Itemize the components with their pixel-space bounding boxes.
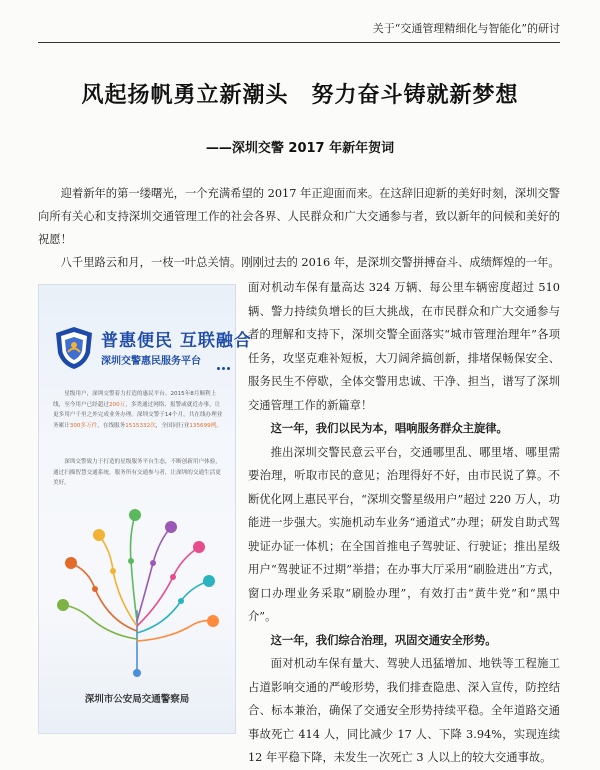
poster-platform-name: 深圳交警惠民服务平台 bbox=[101, 356, 201, 367]
column-text bbox=[248, 276, 560, 770]
running-header: 关于“交通管理精细化与智能化”的研讨 bbox=[372, 22, 560, 35]
service-platform-poster bbox=[38, 284, 252, 734]
network-tree-graphic bbox=[49, 501, 225, 681]
article-subtitle: ——深圳交警 2017 年新年贺词 bbox=[205, 141, 395, 156]
poster-intro-2: 深圳交警致力于打造的星级服务平台生态，不断创新用户体验，通过扫描智慧交通系统，服务所有交通参与者，让深圳的交通生活更美好。 bbox=[53, 459, 221, 487]
paragraph: 八千里路云和月，一枝一叶总关情。刚刚过去的 2016 年，是深圳交警拼搏奋斗、成绩辉煌的一年。 bbox=[60, 256, 560, 269]
highlight-figure: 1515332次 bbox=[125, 422, 156, 429]
paragraph: 面对机动车保有量大、驾驶人迅猛增加、地铁等工程施工占道影响交通的严峻形势，我们排查隐患、深入宣传，防控结合、标本兼治，确保了交通安全形势持续平稳。全年道路交通事故死亡 414 人，同比减少 17 人、下降 3.94%，实现连续 12 年平稳下降，未发生一次死亡 3 人以上的较大交通事故。 bbox=[248, 657, 560, 764]
article-title: 风起扬帆勇立新潮头 努力奋斗铸就新梦想 bbox=[81, 82, 519, 108]
section-heading: 这一年，我们以民为本，唱响服务群众主旋律。 bbox=[270, 421, 508, 435]
poster-footer: 深圳市公安局交通警察局 bbox=[84, 694, 190, 705]
highlight-figure: 200万 bbox=[108, 401, 126, 408]
section-heading: 这一年，我们综合治理，巩固交通安全形势。 bbox=[270, 632, 497, 647]
paragraph: 迎着新年的第一缕曙光，一个充满希望的 2017 年正迎面而来。在这辞旧迎新的美好时刻，深圳交警向所有关心和支持深圳交通管理工作的社会各界、人民群众和广大交通参与者，致以新年的问候和美好的祝愿！ bbox=[38, 187, 560, 246]
highlight-figure: 300多万件 bbox=[69, 422, 98, 429]
paragraph: 面对机动车保有量高达 324 万辆、每公里车辆密度超过 510 辆、警力持续负增长的巨大挑战，在市民群众和广大交通参与者的理解和支持下，深圳交警全面落实“城市管理治理年”各项任务，攻坚克难补短板，大刀阔斧搞创新，排堵保畅保安全、服务民生不停歇，全体交警用忠诚、干净、担当，谱写了深圳交通管理工作的新篇章！ bbox=[248, 281, 560, 412]
intro-text bbox=[38, 182, 560, 274]
header-rule bbox=[38, 42, 560, 43]
highlight-figure: 135699例 bbox=[189, 422, 217, 429]
poster-slogan: 普惠便民 互联融合 bbox=[101, 331, 252, 351]
poster-intro: 星级用户，深圳交警着力打造的惠民平台。2015年8月顺利上线，至今用户已经超过200万，多类通过网络、报警或就近办事，让更多用户千里之外完成业务办理。深圳交警于14个月，共在线办理业务累计300多万件，在线服务1515332次，全国同行业135699例。 bbox=[53, 391, 223, 429]
police-badge-icon bbox=[53, 325, 95, 371]
decorative-dots bbox=[215, 355, 230, 374]
paragraph: 推出深圳交警民意云平台，交通哪里乱、哪里堵、哪里需要治理，听取市民的意见；治理得好不好，由市民说了算。不断优化网上惠民平台，“深圳交警星级用户”超过 220 万人，功能进一步强大。实施机动车业务“通道式”办理；研发自助式驾驶证办证一体机；在全国首推电子驾驶证、行驶证；推出星级用户“驾驶证不过期”举措；在办事大厅采用“刷脸进出”方式，窗口办理业务采取“刷脸办理”，有效打击“黄牛党”和“黑中介”。 bbox=[248, 445, 560, 623]
